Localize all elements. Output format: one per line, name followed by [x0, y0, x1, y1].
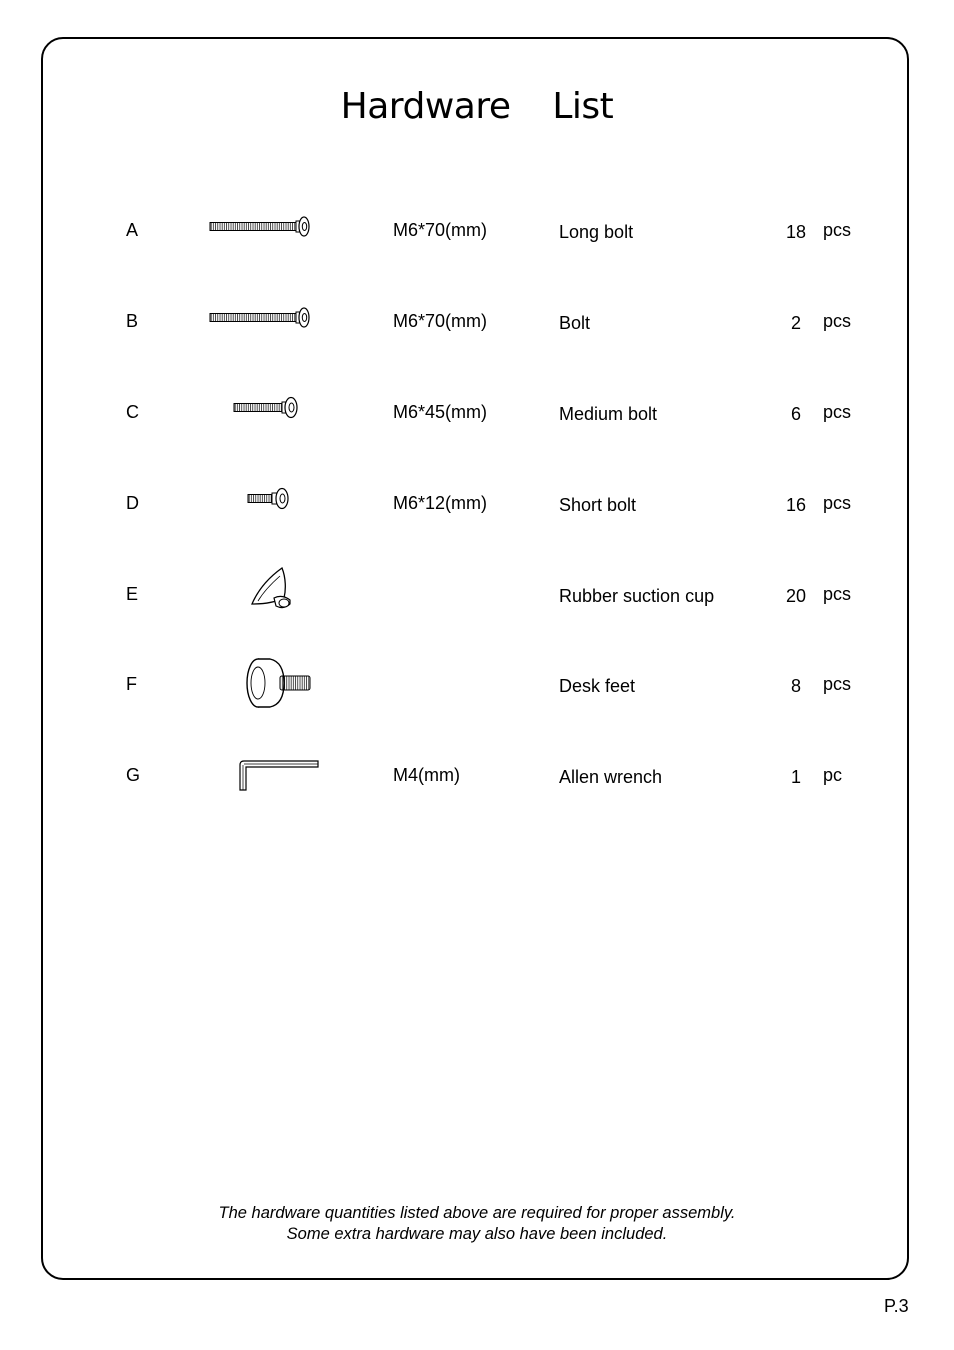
item-name: Desk feet [559, 676, 636, 696]
item-qty: 20 [785, 586, 807, 606]
page-title: Hardware List [340, 86, 614, 127]
table-row [0, 214, 954, 274]
item-name: Bolt [559, 313, 591, 333]
item-letter: F [126, 674, 137, 694]
item-unit: pcs [823, 220, 852, 240]
table-row [0, 759, 954, 819]
item-qty: 1 [790, 767, 801, 787]
item-unit: pcs [823, 493, 852, 513]
note-line: Some extra hardware may also have been included. [286, 1225, 668, 1243]
suction-cup-icon [244, 564, 296, 612]
item-spec: M6*45(mm) [393, 402, 488, 422]
bolt-icon [208, 306, 312, 330]
item-unit: pcs [823, 402, 852, 422]
item-unit: pcs [823, 311, 852, 331]
item-spec: M6*12(mm) [393, 493, 488, 513]
note-line: The hardware quantities listed above are required for proper assembly. [218, 1204, 736, 1222]
item-spec: M4(mm) [393, 765, 460, 785]
table-row [0, 396, 954, 456]
table-row [0, 305, 954, 365]
item-unit: pcs [823, 674, 852, 694]
table-row [0, 487, 954, 547]
item-letter: A [126, 220, 139, 240]
table-row [0, 578, 954, 638]
desk-foot-icon [244, 656, 316, 710]
item-qty: 18 [785, 222, 807, 242]
item-letter: G [126, 765, 141, 785]
item-name: Medium bolt [559, 404, 658, 424]
item-name: Long bolt [559, 222, 634, 242]
item-qty: 16 [785, 495, 807, 515]
item-letter: C [126, 402, 139, 422]
allen-wrench-icon [236, 759, 322, 793]
table-row [0, 668, 954, 728]
item-unit: pc [823, 765, 843, 785]
hardware-note [0, 1203, 954, 1245]
item-spec: M6*70(mm) [393, 220, 488, 240]
item-unit: pcs [823, 584, 852, 604]
short-bolt-icon [246, 487, 296, 511]
item-spec: M6*70(mm) [393, 311, 488, 331]
item-qty: 8 [790, 676, 801, 696]
item-letter: E [126, 584, 139, 604]
item-name: Allen wrench [559, 767, 663, 787]
page-number: P.3 [884, 1296, 909, 1316]
item-name: Rubber suction cup [559, 586, 715, 606]
item-name: Short bolt [559, 495, 637, 515]
item-letter: D [126, 493, 139, 513]
item-qty: 2 [790, 313, 801, 333]
item-qty: 6 [790, 404, 801, 424]
long-bolt-icon [208, 215, 312, 239]
medium-bolt-icon [232, 396, 304, 420]
item-letter: B [126, 311, 139, 331]
